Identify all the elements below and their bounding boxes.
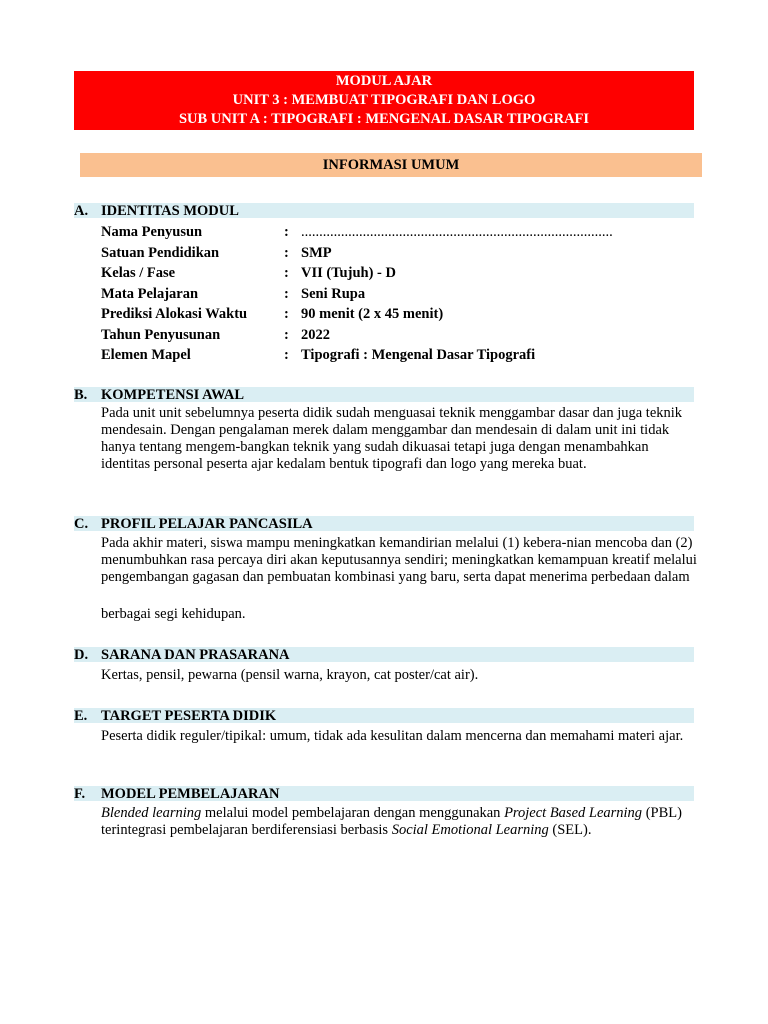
section-title: KOMPETENSI AWAL xyxy=(101,387,245,403)
target-peserta-text: Peserta didik reguler/tipikal: umum, tidak ada kesulitan dalam mencerna dan memahami materi ajar. xyxy=(101,728,684,744)
section-letter: B. xyxy=(74,387,88,403)
section-b-heading xyxy=(74,387,694,402)
profil-pelajar-text: Pada akhir materi, siswa mampu meningkatkan kemandirian melalui (1) kebera-nian mencoba dan (2) menumbuhkan rasa percaya diri akan keputusannya sendiri; meningkatkan kemampuan kreatif melalui pengembangan gagasan dan pembuatan kombinasi yang baru, serta dapat menerima perbedaan dalam xyxy=(101,535,697,585)
section-a-heading xyxy=(74,203,694,218)
section-letter: C. xyxy=(74,516,89,532)
identity-label: Tahun Penyusunan xyxy=(101,326,221,343)
identity-colon: : xyxy=(284,326,289,343)
identity-value: 90 menit (2 x 45 menit) xyxy=(301,306,444,322)
section-c-heading xyxy=(74,516,694,531)
identity-value: VII (Tujuh) - D xyxy=(301,265,396,281)
identity-label: Kelas / Fase xyxy=(101,265,176,281)
identity-label: Nama Penyusun xyxy=(101,224,203,240)
sarana-text: Kertas, pensil, pewarna (pensil warna, krayon, cat poster/cat air). xyxy=(101,667,479,683)
section-letter: D. xyxy=(74,647,89,663)
identity-label: Elemen Mapel xyxy=(101,347,191,363)
section-letter: E. xyxy=(74,708,88,724)
section-title: PROFIL PELAJAR PANCASILA xyxy=(101,516,313,532)
identity-label: Prediksi Alokasi Waktu xyxy=(101,306,248,322)
module-title-line: MODUL AJAR xyxy=(335,73,433,89)
module-title-banner xyxy=(74,71,694,130)
section-title: TARGET PESERTA DIDIK xyxy=(101,708,277,724)
section-title: SARANA DAN PRASARANA xyxy=(101,647,290,663)
text-run: melalui model pembelajaran dengan menggunakan xyxy=(201,805,505,821)
identity-label: Mata Pelajaran xyxy=(101,285,199,302)
identity-colon: : xyxy=(284,224,289,240)
section-e-heading xyxy=(74,708,694,723)
identity-colon: : xyxy=(284,347,289,363)
identity-colon: : xyxy=(284,265,289,281)
kompetensi-awal-text: Pada unit unit sebelumnya peserta didik sudah menguasai teknik menggambar dasar dan juga teknik mendesain. Dengan pengalaman merek dalam menggambar dan mendesain di dalam unit ini tidak hanya tentang mengem-bangkan teknik yang sudah dikuasai tetapi juga dengan menambahkan identitas personal peserta ajar kedalam bentuk tipografi dan logo yang mereka buat. xyxy=(101,405,683,472)
info-umum-heading: INFORMASI UMUM xyxy=(80,153,702,177)
identity-value: Seni Rupa xyxy=(301,285,366,302)
section-d-heading xyxy=(74,647,694,662)
section-letter: F. xyxy=(74,786,86,802)
section-f-heading xyxy=(74,786,694,801)
section-letter: A. xyxy=(74,203,89,219)
identity-value: Tipografi : Mengenal Dasar Tipografi xyxy=(301,347,536,363)
italic-term: Blended learning xyxy=(101,805,202,821)
italic-term: Social Emotional Learning xyxy=(391,822,549,838)
identity-value: SMP xyxy=(301,244,332,261)
subunit-title-line: SUB UNIT A : TIPOGRAFI : MENGENAL DASAR TIPOGRAFI xyxy=(178,111,590,127)
identity-colon: : xyxy=(284,306,289,322)
italic-term: Project Based Learning xyxy=(504,805,643,821)
text-run: (PBL) terintegrasi pembelajaran berdiferensiasi berbasis xyxy=(101,805,682,838)
unit-title-line: UNIT 3 : MEMBUAT TIPOGRAFI DAN LOGO xyxy=(232,92,536,108)
profil-pelajar-text-cont: berbagai segi kehidupan. xyxy=(101,606,246,622)
section-title: MODEL PEMBELAJARAN xyxy=(101,786,280,802)
text-run: (SEL). xyxy=(548,822,592,838)
identity-label: Satuan Pendidikan xyxy=(101,244,220,261)
identity-colon: : xyxy=(284,244,289,261)
model-pembelajaran-text xyxy=(101,805,701,839)
section-title: IDENTITAS MODUL xyxy=(101,203,239,219)
identity-colon: : xyxy=(284,285,289,302)
identity-value: ...................................................................................... xyxy=(301,224,613,240)
identity-value: 2022 xyxy=(301,326,330,343)
